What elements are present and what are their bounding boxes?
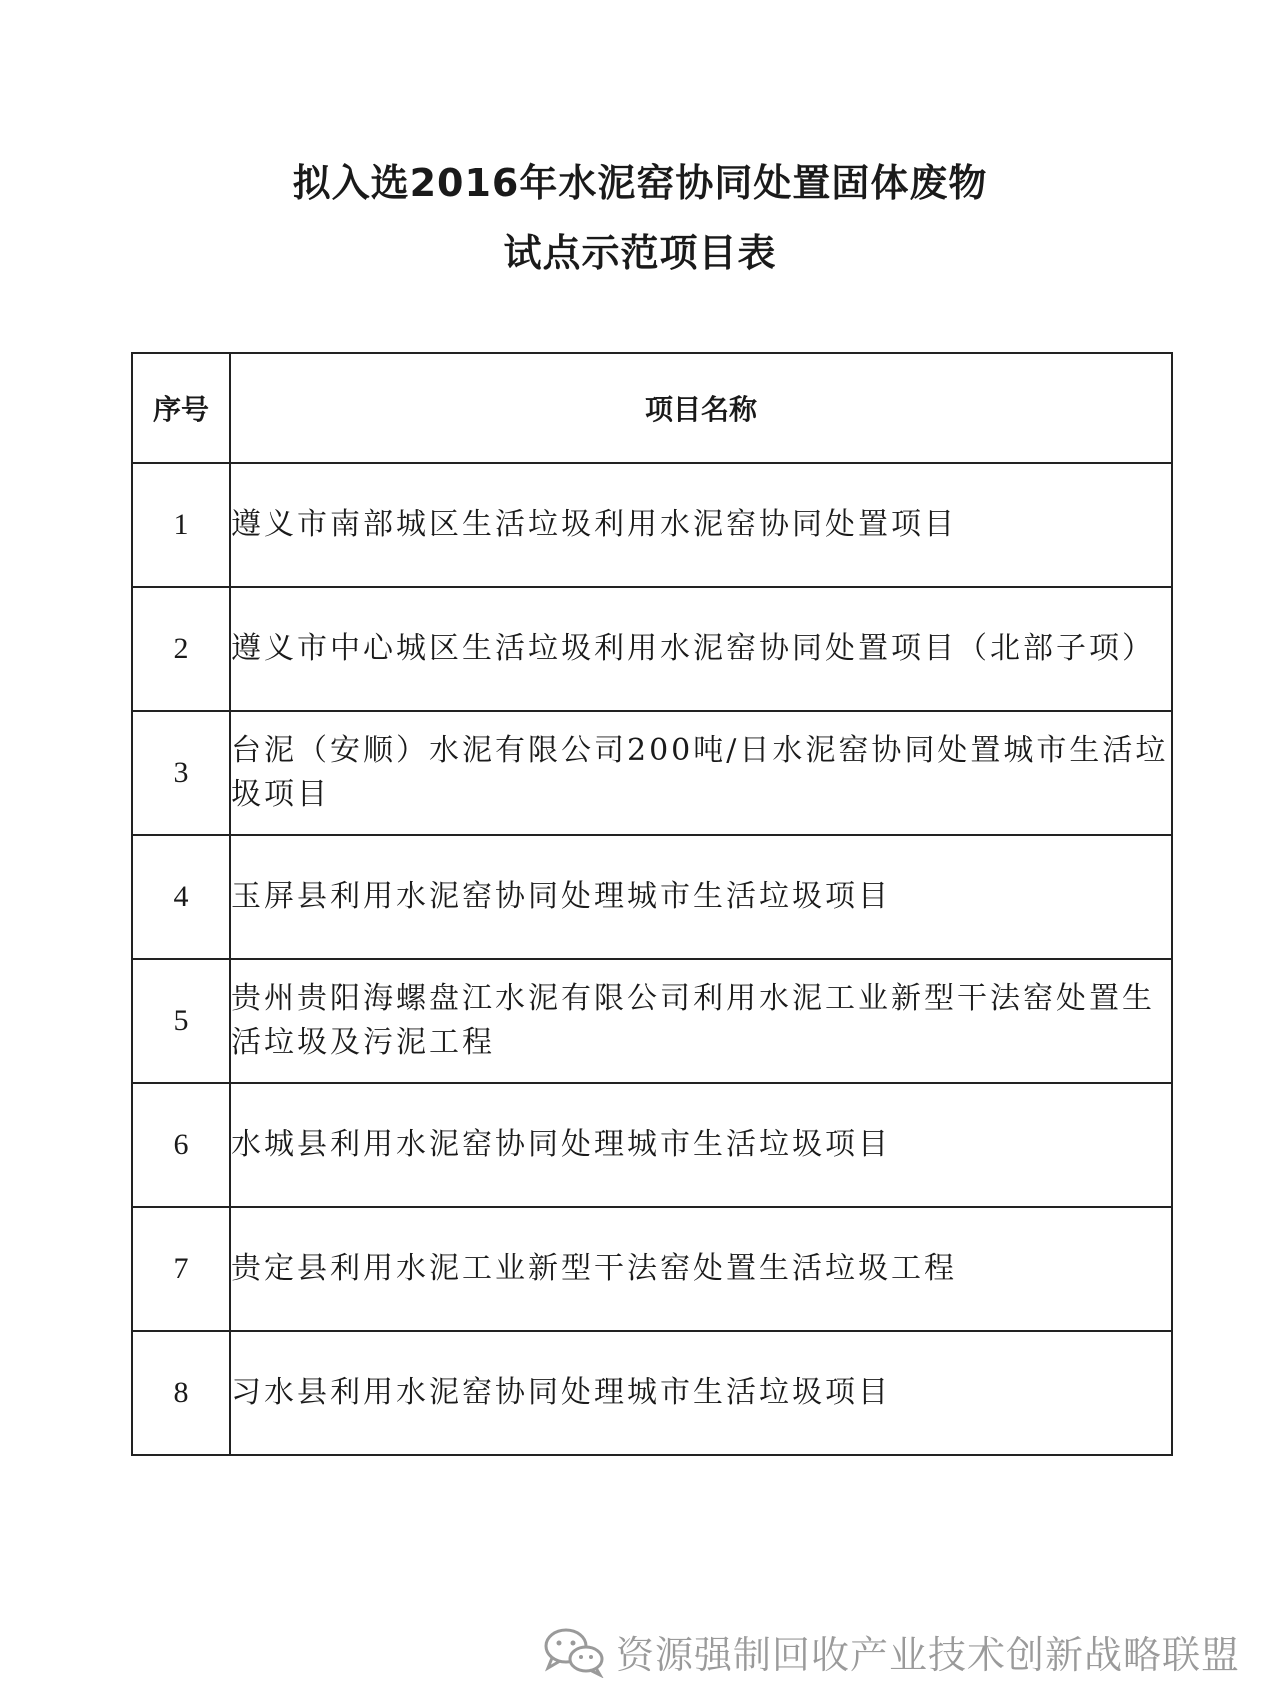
row-index: 2	[132, 587, 230, 711]
row-index: 8	[132, 1331, 230, 1455]
row-project-name: 水城县利用水泥窑协同处理城市生活垃圾项目	[230, 1083, 1172, 1207]
project-table	[131, 352, 1173, 1456]
row-project-name: 遵义市中心城区生活垃圾利用水泥窑协同处置项目（北部子项）	[230, 587, 1172, 711]
table-header-row	[132, 353, 1172, 463]
table-row	[132, 835, 1172, 959]
document-title-line-2: 试点示范项目表	[503, 231, 777, 275]
table-row	[132, 1083, 1172, 1207]
row-index: 1	[132, 463, 230, 587]
row-project-name: 习水县利用水泥窑协同处理城市生活垃圾项目	[230, 1331, 1172, 1455]
table-row	[132, 1207, 1172, 1331]
header-project-name: 项目名称	[230, 353, 1172, 463]
row-index: 4	[132, 835, 230, 959]
row-project-name: 遵义市南部城区生活垃圾利用水泥窑协同处置项目	[230, 463, 1172, 587]
table-row	[132, 711, 1172, 835]
row-project-name: 贵州贵阳海螺盘江水泥有限公司利用水泥工业新型干法窑处置生活垃圾及污泥工程	[230, 959, 1172, 1083]
row-index: 7	[132, 1207, 230, 1331]
table-row	[132, 959, 1172, 1083]
table-row	[132, 1331, 1172, 1455]
row-project-name: 贵定县利用水泥工业新型干法窑处置生活垃圾工程	[230, 1207, 1172, 1331]
row-project-name: 玉屏县利用水泥窑协同处理城市生活垃圾项目	[230, 835, 1172, 959]
table-row	[132, 463, 1172, 587]
row-index: 3	[132, 711, 230, 835]
row-index: 5	[132, 959, 230, 1083]
row-project-name: 台泥（安顺）水泥有限公司200吨/日水泥窑协同处置城市生活垃圾项目	[230, 711, 1172, 835]
watermark-text: 资源强制回收产业技术创新战略联盟	[615, 1633, 1240, 1677]
row-index: 6	[132, 1083, 230, 1207]
header-index: 序号	[132, 353, 230, 463]
table-row	[132, 587, 1172, 711]
wechat-icon	[542, 1626, 606, 1678]
document-title-line-1: 拟入选2016年水泥窑协同处置固体废物	[292, 161, 988, 205]
watermark	[542, 1624, 1240, 1679]
